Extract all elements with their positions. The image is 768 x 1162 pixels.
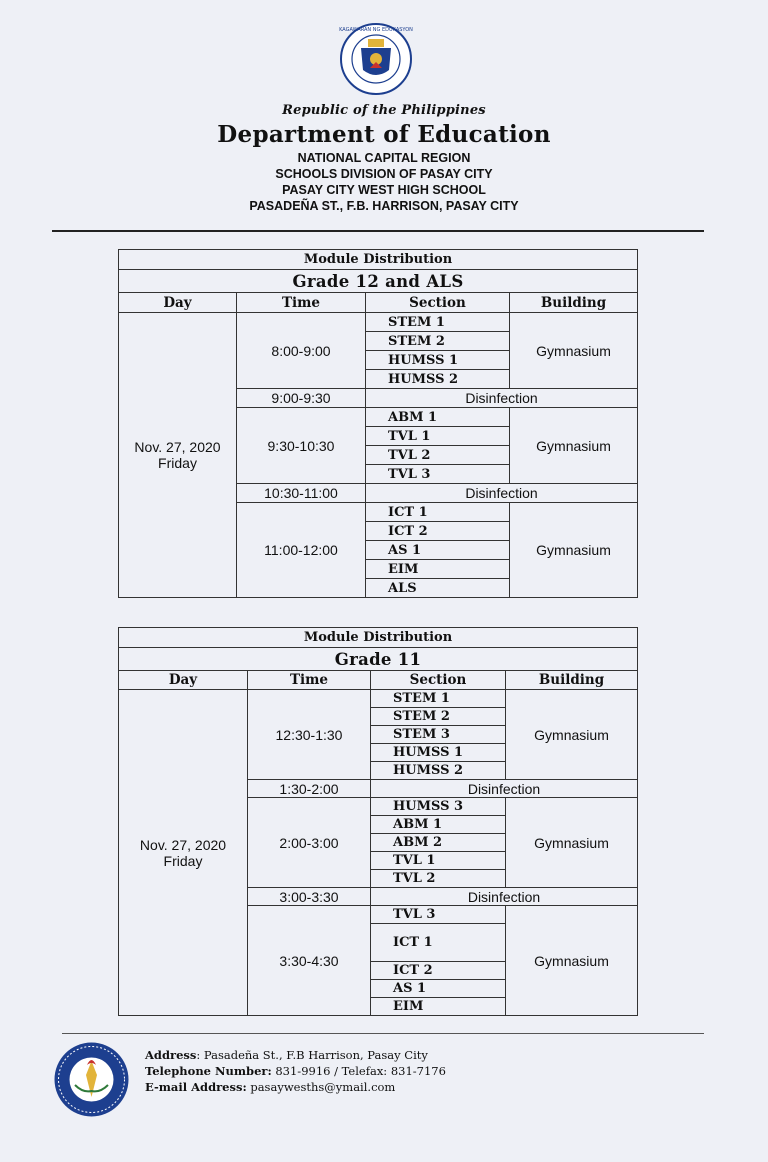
- section-cell: ABM 1: [366, 408, 510, 427]
- section-cell: TVL 1: [366, 427, 510, 446]
- col-building: Building: [506, 671, 638, 690]
- section-cell: TVL 3: [366, 465, 510, 484]
- school-line: PASAY CITY WEST HIGH SCHOOL: [282, 183, 486, 197]
- section-cell: TVL 1: [371, 852, 506, 870]
- building-cell: Gymnasium: [506, 798, 638, 888]
- time-cell: 1:30-2:00: [248, 780, 371, 798]
- address-label: Address: [145, 1048, 197, 1062]
- section-cell: STEM 2: [366, 332, 510, 351]
- disinfection-cell: Disinfection: [371, 780, 638, 798]
- disinfection-cell: Disinfection: [371, 888, 638, 906]
- section-cell: ALS: [366, 579, 510, 598]
- building-cell: Gymnasium: [506, 690, 638, 780]
- day-date: Nov. 27, 2020: [134, 439, 221, 455]
- disinfection-cell: Disinfection: [366, 484, 638, 503]
- section-cell: STEM 3: [371, 726, 506, 744]
- col-section: Section: [366, 293, 510, 313]
- time-cell: 3:30-4:30: [248, 906, 371, 1016]
- building-cell: Gymnasium: [510, 313, 638, 389]
- day-date: Nov. 27, 2020: [139, 836, 227, 853]
- deped-seal-logo: [339, 22, 413, 96]
- section-cell: TVL 2: [366, 446, 510, 465]
- time-cell: 3:00-3:30: [248, 888, 371, 906]
- col-day: Day: [119, 293, 237, 313]
- section-cell: TVL 2: [371, 870, 506, 888]
- col-time: Time: [248, 671, 371, 690]
- republic-heading: Republic of the Philippines: [282, 103, 486, 118]
- department-heading: Department of Education: [217, 121, 551, 148]
- section-cell: ICT 1: [371, 924, 506, 962]
- building-cell: Gymnasium: [510, 408, 638, 484]
- day-cell: [119, 313, 237, 598]
- day-weekday: Friday: [163, 852, 203, 869]
- time-cell: 11:00-12:00: [237, 503, 366, 598]
- time-cell: 2:00-3:00: [248, 798, 371, 888]
- address-value: : Pasadeña St., F.B Harrison, Pasay City: [196, 1048, 428, 1062]
- section-cell: HUMSS 3: [371, 798, 506, 816]
- grade-title: Grade 12 and ALS: [119, 270, 638, 293]
- section-cell: STEM 1: [366, 313, 510, 332]
- time-cell: 12:30-1:30: [248, 690, 371, 780]
- phone-value: 831-9916 / Telefax: 831-7176: [271, 1064, 446, 1078]
- section-cell: HUMSS 2: [366, 370, 510, 389]
- section-cell: EIM: [371, 998, 506, 1016]
- col-day: Day: [119, 671, 248, 690]
- col-building: Building: [510, 293, 638, 313]
- region-line: NATIONAL CAPITAL REGION: [297, 151, 471, 165]
- section-cell: ABM 1: [371, 816, 506, 834]
- section-cell: ICT 2: [371, 962, 506, 980]
- svg-text:KAGAWARAN NG EDUKASYON: KAGAWARAN NG EDUKASYON: [339, 27, 413, 33]
- table-title: Module Distribution: [119, 250, 638, 270]
- day-cell: [119, 690, 248, 1016]
- building-cell: Gymnasium: [506, 906, 638, 1016]
- time-cell: 9:00-9:30: [237, 389, 366, 408]
- section-cell: HUMSS 1: [366, 351, 510, 370]
- section-cell: STEM 2: [371, 708, 506, 726]
- school-seal-logo: [53, 1041, 130, 1118]
- time-cell: 9:30-10:30: [237, 408, 366, 484]
- building-cell: Gymnasium: [510, 503, 638, 598]
- email-label: E-mail Address:: [145, 1080, 247, 1094]
- time-cell: 8:00-9:00: [237, 313, 366, 389]
- schedule-table-grade-12: [118, 249, 638, 598]
- table-title: Module Distribution: [119, 628, 638, 648]
- grade-title: Grade 11: [119, 648, 638, 671]
- section-cell: ICT 2: [366, 522, 510, 541]
- col-time: Time: [237, 293, 366, 313]
- section-cell: EIM: [366, 560, 510, 579]
- section-cell: AS 1: [371, 980, 506, 998]
- phone-label: Telephone Number:: [145, 1064, 272, 1078]
- section-cell: HUMSS 2: [371, 762, 506, 780]
- division-line: SCHOOLS DIVISION OF PASAY CITY: [275, 167, 493, 181]
- col-section: Section: [371, 671, 506, 690]
- day-weekday: Friday: [158, 455, 197, 471]
- school-address-line: PASADEÑA ST., F.B. HARRISON, PASAY CITY: [249, 199, 519, 213]
- schedule-table-grade-11: [118, 627, 638, 1016]
- section-cell: TVL 3: [371, 906, 506, 924]
- section-cell: AS 1: [366, 541, 510, 560]
- section-cell: STEM 1: [371, 690, 506, 708]
- footer-contact: [145, 1047, 446, 1095]
- email-value: pasaywesths@ymail.com: [246, 1080, 396, 1094]
- header-divider: [52, 230, 704, 232]
- section-cell: ICT 1: [366, 503, 510, 522]
- footer-divider: [62, 1033, 704, 1034]
- section-cell: HUMSS 1: [371, 744, 506, 762]
- time-cell: 10:30-11:00: [237, 484, 366, 503]
- section-cell: ABM 2: [371, 834, 506, 852]
- disinfection-cell: Disinfection: [366, 389, 638, 408]
